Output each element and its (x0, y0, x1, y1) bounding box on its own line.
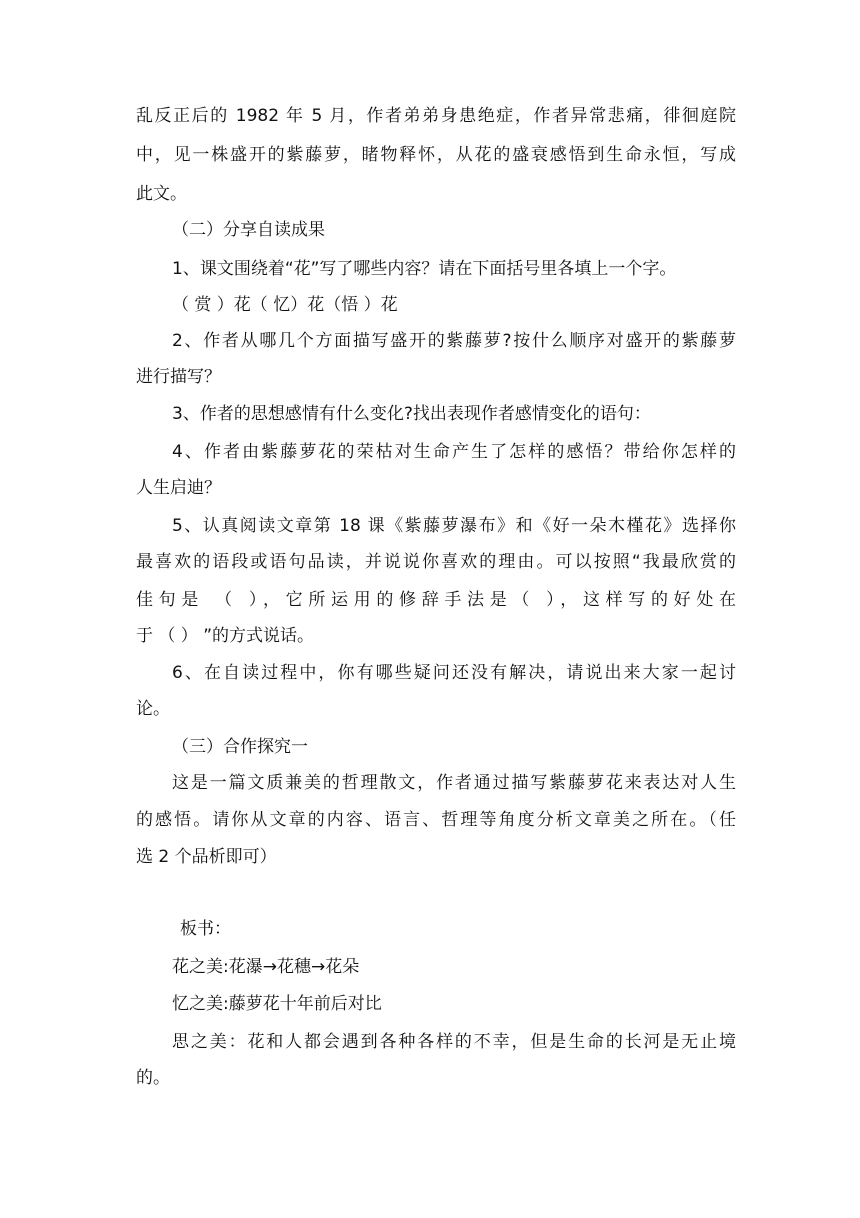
question-5-line-4: 于 （ ） ”的方式说话。 (136, 626, 315, 646)
question-6-line-2: 论。 (136, 699, 170, 719)
board-title: 板书： (180, 919, 231, 939)
board-item-thought-line-1: 思之美：花和人都会遇到各种各样的不幸，但是生命的长河是无止境 (172, 1032, 736, 1052)
intro-line-1: 乱反正后的 1982 年 5 月，作者弟弟身患绝症，作者异常悲痛，徘徊庭院 (136, 106, 736, 126)
intro-line-2: 中，见一株盛开的紫藤萝，睹物释怀，从花的盛衰感悟到生命永恒，写成 (136, 145, 736, 165)
question-4-line-2: 人生启迪？ (136, 478, 221, 498)
question-3: 3、作者的思想感情有什么变化?找出表现作者感情变化的语句： (172, 404, 651, 424)
question-1: 1、课文围绕着“花”写了哪些内容？请在下面括号里各填上一个字。 (172, 259, 677, 279)
section-heading-share: （二）分享自读成果 (172, 220, 325, 240)
board-item-thought-line-2: 的。 (136, 1068, 170, 1088)
intro-line-3: 此文。 (136, 184, 187, 204)
board-item-flower: 花之美:花瀑→花穗→花朵 (172, 957, 360, 977)
board-item-memory: 忆之美:藤萝花十年前后对比 (172, 994, 382, 1014)
question-4-line-1: 4、作者由紫藤萝花的荣枯对生命产生了怎样的感悟？带给你怎样的 (172, 442, 736, 462)
question-1-answer: （ 赏 ）花（ 忆）花（悟 ）花 (172, 295, 398, 315)
explore-line-1: 这是一篇文质兼美的哲理散文，作者通过描写紫藤萝花来表达对人生 (172, 773, 736, 793)
explore-line-3: 选 2 个品析即可） (136, 847, 277, 867)
section-heading-explore: （三）合作探究一 (172, 737, 308, 757)
question-5-line-2: 最喜欢的语段或语句品读，并说说你喜欢的理由。可以按照“我最欣赏的 (136, 552, 736, 572)
question-5-line-3: 佳句是 （ ），它所运用的修辞手法是（ ），这样写的好处在 (136, 590, 736, 610)
question-2-line-2: 进行描写？ (136, 367, 221, 387)
explore-line-2: 的感悟。请你从文章的内容、语言、哲理等角度分析文章美之所在。（任 (136, 810, 736, 830)
question-6-line-1: 6、在自读过程中，你有哪些疑问还没有解决，请说出来大家一起讨 (172, 663, 736, 683)
question-5-line-1: 5、认真阅读文章第 18 课《紫藤萝瀑布》和《好一朵木槿花》选择你 (172, 516, 736, 536)
question-2-line-1: 2、作者从哪几个方面描写盛开的紫藤萝?按什么顺序对盛开的紫藤萝 (172, 331, 736, 351)
